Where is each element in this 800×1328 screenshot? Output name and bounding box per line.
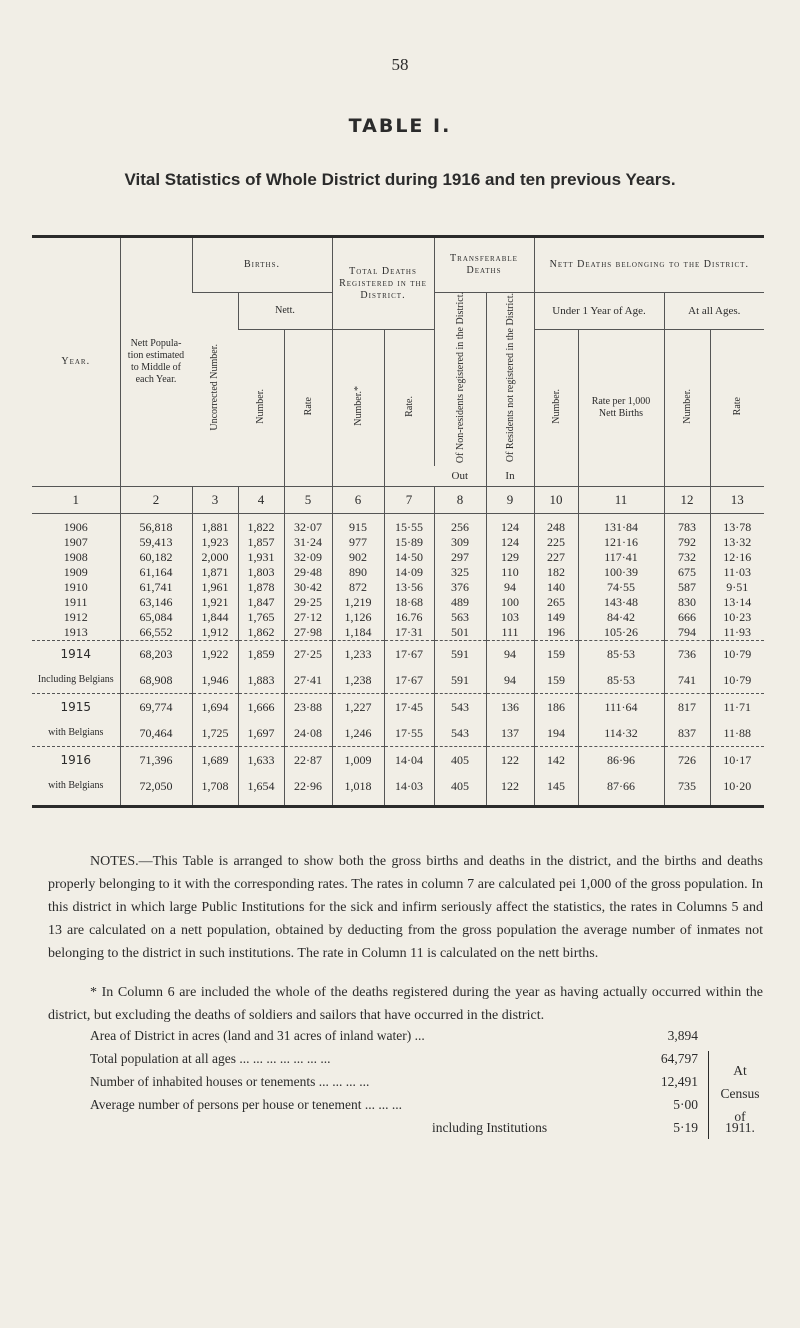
table-row — [32, 580, 764, 595]
table-row — [32, 565, 764, 580]
column-number: 2 — [120, 487, 192, 514]
column-number: 12 — [664, 487, 710, 514]
year-cell: 1907 — [63, 535, 88, 550]
spacer-cell — [486, 799, 534, 807]
value-cell: 489 — [434, 595, 486, 610]
header-in: In — [486, 466, 534, 487]
header-nett-number: Number. — [255, 388, 267, 424]
value-cell: 87·66 — [578, 773, 664, 799]
value-cell: 543 — [434, 694, 486, 721]
value-cell: 11·71 — [710, 694, 764, 721]
value-cell: 17·31 — [384, 625, 434, 641]
census-brace — [700, 1051, 709, 1139]
table-body — [32, 514, 764, 807]
value-cell: 405 — [434, 773, 486, 799]
value-cell: 111 — [486, 625, 534, 641]
value-cell: 27·98 — [284, 625, 332, 641]
header-year: Year. — [61, 356, 91, 368]
spacer-cell — [710, 799, 764, 807]
value-cell: 17·45 — [384, 694, 434, 721]
value-cell: 70,464 — [120, 720, 192, 747]
value-cell: 1,633 — [238, 747, 284, 774]
value-cell: 792 — [664, 535, 710, 550]
spacer-cell — [384, 799, 434, 807]
value-cell: 31·24 — [284, 535, 332, 550]
value-cell: 122 — [486, 773, 534, 799]
value-cell: 84·42 — [578, 610, 664, 625]
row-sublabel: with Belgians — [48, 780, 104, 792]
value-cell: 149 — [534, 610, 578, 625]
value-cell: 17·67 — [384, 667, 434, 694]
value-cell: 10·79 — [710, 641, 764, 668]
value-cell: 225 — [534, 535, 578, 550]
header-all-number: Number. — [664, 330, 710, 487]
spacer-cell — [238, 799, 284, 807]
value-cell: 1,859 — [238, 641, 284, 668]
table-row — [32, 535, 764, 550]
header-all-rate: Rate — [710, 330, 764, 487]
value-cell: 265 — [534, 595, 578, 610]
table-row — [32, 610, 764, 625]
value-cell: 63,146 — [120, 595, 192, 610]
row-sublabel: with Belgians — [48, 727, 104, 739]
value-cell: 18·68 — [384, 595, 434, 610]
value-cell: 59,413 — [120, 535, 192, 550]
value-cell: 1,654 — [238, 773, 284, 799]
year-cell: 1916 — [32, 747, 120, 774]
value-cell: 110 — [486, 565, 534, 580]
value-cell: 1,803 — [238, 565, 284, 580]
header-u1-number: Number. — [534, 330, 578, 487]
value-cell: 1,862 — [238, 625, 284, 641]
district-summary — [90, 1028, 770, 1143]
value-cell: 29·48 — [284, 565, 332, 580]
value-cell: 1,871 — [192, 565, 238, 580]
census-label: 1911. — [725, 1120, 755, 1135]
year-cell: 1909 — [63, 565, 88, 580]
value-cell: 100 — [486, 595, 534, 610]
year-cell: 1906 — [63, 520, 88, 535]
spacer-cell — [578, 799, 664, 807]
value-cell: 1,233 — [332, 641, 384, 668]
value-cell: 143·48 — [578, 595, 664, 610]
vital-statistics-table — [32, 235, 764, 808]
value-cell: 1,961 — [192, 580, 238, 595]
value-cell: 9·51 — [710, 580, 764, 595]
table-row — [32, 520, 764, 535]
value-cell: 915 — [332, 520, 384, 535]
header-uncorrected: Uncorrected Number. — [209, 344, 221, 431]
value-cell: 117·41 — [578, 550, 664, 565]
value-cell: 11·88 — [710, 720, 764, 747]
value-cell: 29·25 — [284, 595, 332, 610]
value-cell: 14·50 — [384, 550, 434, 565]
table-row-belgians — [32, 773, 764, 799]
table-row — [32, 694, 764, 721]
value-cell: 1,765 — [238, 610, 284, 625]
value-cell: 256 — [434, 520, 486, 535]
value-cell: 16.76 — [384, 610, 434, 625]
value-cell: 14·04 — [384, 747, 434, 774]
spacer-cell — [32, 799, 120, 807]
year-cell: 1914 — [32, 641, 120, 668]
value-cell: 11·93 — [710, 625, 764, 641]
value-cell: 17·67 — [384, 641, 434, 668]
value-cell: 1,881 — [192, 520, 238, 535]
header-deaths-number: Number.* — [332, 330, 384, 487]
value-cell: 145 — [534, 773, 578, 799]
value-cell: 22·96 — [284, 773, 332, 799]
header-nett-deaths: Nett Deaths belonging to the District. — [534, 237, 764, 293]
value-cell: 1,878 — [238, 580, 284, 595]
value-cell: 124 — [486, 535, 534, 550]
census-label: Census — [720, 1086, 760, 1101]
summary-value: 64,797 — [660, 1051, 698, 1066]
value-cell: 136 — [486, 694, 534, 721]
header-population: Nett Popula- tion estimated to Middle of each Year. — [120, 237, 192, 487]
column-number: 9 — [486, 487, 534, 514]
header-nett-rate: Rate — [284, 330, 332, 487]
notes-section — [48, 850, 763, 1027]
value-cell: 27·41 — [284, 667, 332, 694]
value-cell: 69,774 — [120, 694, 192, 721]
value-cell: 66,552 — [120, 625, 192, 641]
column-number: 4 — [238, 487, 284, 514]
value-cell: 32·09 — [284, 550, 332, 565]
summary-label: including Institutions — [432, 1120, 548, 1135]
footnote-paragraph: * In Column 6 are included the whole of the deaths registered during the year as having actually occurred within the district, but excluding the deaths of soldiers and sailors that have occurred in the district. — [48, 985, 763, 1023]
value-cell: 86·96 — [578, 747, 664, 774]
value-cell: 10·79 — [710, 667, 764, 694]
census-label: of — [734, 1109, 746, 1124]
table-subtitle: Vital Statistics of Whole District during 1916 and ten previous Years. — [124, 170, 676, 189]
value-cell: 56,818 — [120, 520, 192, 535]
value-cell: 783 — [664, 520, 710, 535]
value-cell: 587 — [664, 580, 710, 595]
value-cell: 1,822 — [238, 520, 284, 535]
summary-row — [90, 1097, 770, 1124]
value-cell: 85·53 — [578, 667, 664, 694]
value-cell: 1,921 — [192, 595, 238, 610]
spacer-cell — [332, 799, 384, 807]
column-number: 13 — [710, 487, 764, 514]
year-cell: 1910 — [63, 580, 88, 595]
value-cell: 74·55 — [578, 580, 664, 595]
value-cell: 30·42 — [284, 580, 332, 595]
value-cell: 666 — [664, 610, 710, 625]
spacer-cell — [664, 799, 710, 807]
value-cell: 32·07 — [284, 520, 332, 535]
table-row-belgians — [32, 667, 764, 694]
value-cell: 10·20 — [710, 773, 764, 799]
value-cell: 297 — [434, 550, 486, 565]
value-cell: 14·03 — [384, 773, 434, 799]
value-cell: 124 — [486, 520, 534, 535]
column-number: 7 — [384, 487, 434, 514]
value-cell: 1,689 — [192, 747, 238, 774]
value-cell: 817 — [664, 694, 710, 721]
value-cell: 65,084 — [120, 610, 192, 625]
summary-row — [90, 1028, 770, 1051]
value-cell: 726 — [664, 747, 710, 774]
value-cell: 129 — [486, 550, 534, 565]
column-number: 6 — [332, 487, 384, 514]
value-cell: 114·32 — [578, 720, 664, 747]
value-cell: 1,184 — [332, 625, 384, 641]
value-cell: 309 — [434, 535, 486, 550]
value-cell: 159 — [534, 667, 578, 694]
year-cell: 1913 — [63, 625, 88, 640]
value-cell: 122 — [486, 747, 534, 774]
summary-label: Average number of persons per house or tenement ... ... ... — [90, 1097, 403, 1112]
column-number: 8 — [434, 487, 486, 514]
value-cell: 1,857 — [238, 535, 284, 550]
value-cell: 1,694 — [192, 694, 238, 721]
value-cell: 105·26 — [578, 625, 664, 641]
value-cell: 159 — [534, 641, 578, 668]
value-cell: 736 — [664, 641, 710, 668]
value-cell: 17·55 — [384, 720, 434, 747]
value-cell: 1,238 — [332, 667, 384, 694]
year-cell: 1912 — [63, 610, 88, 625]
value-cell: 186 — [534, 694, 578, 721]
value-cell: 24·08 — [284, 720, 332, 747]
summary-row — [90, 1120, 770, 1143]
census-label: At — [733, 1063, 747, 1078]
value-cell: 977 — [332, 535, 384, 550]
value-cell: 794 — [664, 625, 710, 641]
value-cell: 1,946 — [192, 667, 238, 694]
value-cell: 1,219 — [332, 595, 384, 610]
value-cell: 12·16 — [710, 550, 764, 565]
column-number: 3 — [192, 487, 238, 514]
value-cell: 591 — [434, 641, 486, 668]
value-cell: 735 — [664, 773, 710, 799]
row-sublabel: Including Belgians — [37, 674, 114, 686]
value-cell: 1,922 — [192, 641, 238, 668]
summary-value: 5·00 — [673, 1097, 698, 1112]
value-cell: 1,666 — [238, 694, 284, 721]
value-cell: 1,847 — [238, 595, 284, 610]
value-cell: 1,931 — [238, 550, 284, 565]
summary-label: Number of inhabited houses or tenements ... ... ... ... — [90, 1074, 370, 1089]
table-row — [32, 595, 764, 610]
value-cell: 85·53 — [578, 641, 664, 668]
summary-row — [90, 1074, 770, 1101]
value-cell: 13·78 — [710, 520, 764, 535]
value-cell: 501 — [434, 625, 486, 641]
summary-label: Area of District in acres (land and 31 acres of inland water) ... — [90, 1028, 425, 1043]
value-cell: 227 — [534, 550, 578, 565]
value-cell: 1,725 — [192, 720, 238, 747]
value-cell: 121·16 — [578, 535, 664, 550]
value-cell: 872 — [332, 580, 384, 595]
column-number: 10 — [534, 487, 578, 514]
header-all-ages: At all Ages. — [664, 293, 764, 330]
value-cell: 196 — [534, 625, 578, 641]
year-cell: 1915 — [32, 694, 120, 721]
summary-value: 3,894 — [667, 1028, 698, 1043]
value-cell: 14·09 — [384, 565, 434, 580]
value-cell: 591 — [434, 667, 486, 694]
header-u1-rate: Rate per 1,000 Nett Births — [578, 330, 664, 487]
value-cell: 1,844 — [192, 610, 238, 625]
value-cell: 1,883 — [238, 667, 284, 694]
column-number: 5 — [284, 487, 332, 514]
value-cell: 15·55 — [384, 520, 434, 535]
summary-label: Total population at all ages ... ... ... ... ... ... ... — [90, 1051, 331, 1066]
value-cell: 1,246 — [332, 720, 384, 747]
value-cell: 563 — [434, 610, 486, 625]
value-cell: 11·03 — [710, 565, 764, 580]
page-number: 58 — [391, 55, 409, 74]
column-number-row — [32, 487, 764, 514]
value-cell: 23·88 — [284, 694, 332, 721]
header-deaths-rate: Rate. — [384, 330, 434, 487]
column-number: 11 — [578, 487, 664, 514]
value-cell: 71,396 — [120, 747, 192, 774]
spacer-cell — [120, 799, 192, 807]
value-cell: 248 — [534, 520, 578, 535]
header-non-residents: Of Non-residents registered in the District. — [434, 293, 486, 467]
summary-row — [90, 1051, 770, 1078]
value-cell: 2,000 — [192, 550, 238, 565]
value-cell: 13·56 — [384, 580, 434, 595]
value-cell: 94 — [486, 667, 534, 694]
summary-value: 12,491 — [660, 1074, 698, 1089]
spacer-cell — [284, 799, 332, 807]
value-cell: 13·14 — [710, 595, 764, 610]
header-residents: Of Residents not registered in the District. — [486, 293, 534, 467]
value-cell: 732 — [664, 550, 710, 565]
value-cell: 890 — [332, 565, 384, 580]
table-row — [32, 641, 764, 668]
value-cell: 72,050 — [120, 773, 192, 799]
value-cell: 111·64 — [578, 694, 664, 721]
value-cell: 1,912 — [192, 625, 238, 641]
value-cell: 103 — [486, 610, 534, 625]
value-cell: 15·89 — [384, 535, 434, 550]
value-cell: 1,009 — [332, 747, 384, 774]
table-row — [32, 550, 764, 565]
value-cell: 100·39 — [578, 565, 664, 580]
value-cell: 142 — [534, 747, 578, 774]
summary-value: 5·19 — [673, 1120, 698, 1135]
value-cell: 675 — [664, 565, 710, 580]
table-row-belgians — [32, 720, 764, 747]
header-nett: Nett. — [238, 293, 332, 330]
value-cell: 194 — [534, 720, 578, 747]
year-cell: 1908 — [63, 550, 88, 565]
value-cell: 27·12 — [284, 610, 332, 625]
value-cell: 61,164 — [120, 565, 192, 580]
value-cell: 182 — [534, 565, 578, 580]
spacer-cell — [192, 799, 238, 807]
value-cell: 902 — [332, 550, 384, 565]
value-cell: 1,923 — [192, 535, 238, 550]
value-cell: 94 — [486, 641, 534, 668]
header-transferable: Transferable Deaths — [434, 237, 534, 293]
value-cell: 1,708 — [192, 773, 238, 799]
value-cell: 13·32 — [710, 535, 764, 550]
value-cell: 94 — [486, 580, 534, 595]
spacer-cell — [534, 799, 578, 807]
value-cell: 27·25 — [284, 641, 332, 668]
value-cell: 68,203 — [120, 641, 192, 668]
value-cell: 10·17 — [710, 747, 764, 774]
value-cell: 1,227 — [332, 694, 384, 721]
value-cell: 837 — [664, 720, 710, 747]
table-title: TABLE I. — [348, 115, 452, 137]
header-out: Out — [451, 470, 468, 483]
value-cell: 131·84 — [578, 520, 664, 535]
value-cell: 830 — [664, 595, 710, 610]
header-births: Births. — [192, 237, 332, 293]
value-cell: 325 — [434, 565, 486, 580]
header-under-1: Under 1 Year of Age. — [534, 293, 664, 330]
table-row — [32, 747, 764, 774]
value-cell: 22·87 — [284, 747, 332, 774]
spacer-cell — [434, 799, 486, 807]
value-cell: 741 — [664, 667, 710, 694]
value-cell: 60,182 — [120, 550, 192, 565]
value-cell: 68,908 — [120, 667, 192, 694]
value-cell: 1,697 — [238, 720, 284, 747]
column-number: 1 — [32, 487, 120, 514]
value-cell: 1,126 — [332, 610, 384, 625]
notes-paragraph: NOTES.—This Table is arranged to show both the gross births and deaths in the district, and the births and deaths properly belonging to it with the corresponding rates. The rates in column 7 are calculated pei 1,000 of the gross population. In this district in which large Public Institutions for the sick and infirm seriously affect the statistics, the rates in Columns 5 and 13 are calculated on a nett population, obtained by deducting from the gross population the average number of inmates not belonging to the district in such institutions. The rate in Column 11 is calculated on the nett births. — [48, 854, 763, 961]
value-cell: 140 — [534, 580, 578, 595]
header-total-deaths: Total Deaths Registered in the District. — [332, 237, 434, 330]
value-cell: 405 — [434, 747, 486, 774]
value-cell: 61,741 — [120, 580, 192, 595]
value-cell: 543 — [434, 720, 486, 747]
value-cell: 137 — [486, 720, 534, 747]
value-cell: 10·23 — [710, 610, 764, 625]
table-row — [32, 625, 764, 641]
value-cell: 1,018 — [332, 773, 384, 799]
year-cell: 1911 — [63, 595, 88, 610]
value-cell: 376 — [434, 580, 486, 595]
